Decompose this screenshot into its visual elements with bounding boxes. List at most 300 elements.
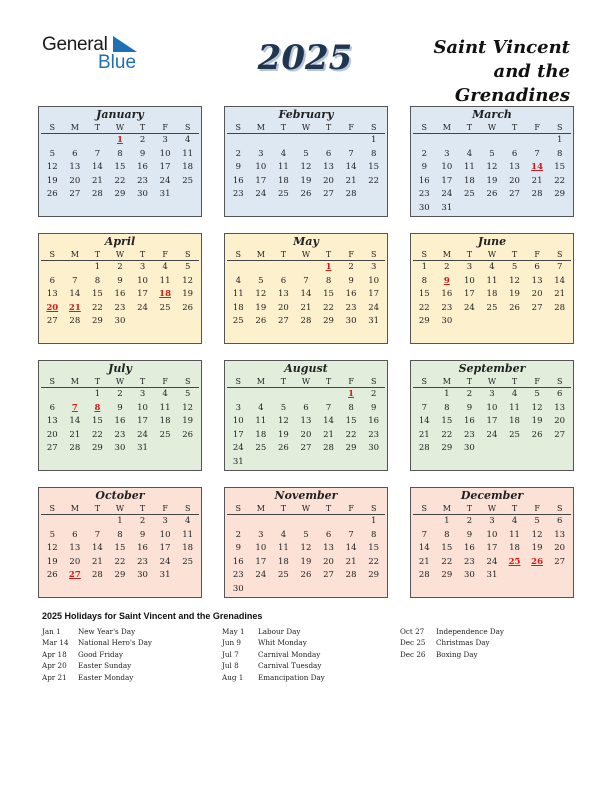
empty-cell xyxy=(227,134,250,148)
day-cell: 2 xyxy=(370,389,377,399)
weekday-header: T xyxy=(325,250,332,259)
holiday-date: May 1 xyxy=(222,627,245,636)
day-cell: 7 xyxy=(348,529,354,540)
weekday-header: T xyxy=(511,377,518,386)
day-cell: 23 xyxy=(137,556,148,567)
empty-cell xyxy=(64,388,87,402)
empty-cell xyxy=(481,134,504,148)
day-cell: 13 xyxy=(69,543,81,554)
day-cell: 12 xyxy=(255,289,267,300)
day-cell: 25 xyxy=(182,175,194,186)
day-cell: 28 xyxy=(345,570,357,581)
day-cell: 11 xyxy=(182,148,194,159)
weekday-header: W xyxy=(487,250,497,259)
logo-triangle-icon xyxy=(113,36,137,52)
weekday-header: T xyxy=(139,377,146,386)
weekday-header: F xyxy=(534,250,540,259)
day-cell: 19 xyxy=(46,175,58,186)
week-row xyxy=(41,442,199,456)
day-cell: 5 xyxy=(303,148,309,159)
week-row xyxy=(413,415,571,429)
logo-word-blue: Blue xyxy=(98,52,137,73)
day-cell: 10 xyxy=(159,529,171,540)
month-title: October xyxy=(95,489,145,502)
holidays-column xyxy=(42,626,152,683)
day-cell: 17 xyxy=(232,429,244,440)
day-cell: 22 xyxy=(368,175,380,186)
day-cell: 21 xyxy=(531,175,543,186)
week-row xyxy=(227,402,385,416)
holiday-date: Mar 14 xyxy=(42,638,69,648)
day-cell: 11 xyxy=(486,275,498,286)
day-cell: 2 xyxy=(466,516,473,526)
week-row xyxy=(413,529,571,543)
week-row xyxy=(41,148,199,162)
weekday-header: W xyxy=(115,504,125,513)
empty-cell xyxy=(41,388,64,402)
empty-cell xyxy=(64,261,87,275)
empty-cell xyxy=(503,569,526,583)
empty-cell xyxy=(272,456,295,470)
week-row xyxy=(413,188,571,202)
holiday-item xyxy=(42,626,152,637)
week-row xyxy=(41,302,199,316)
day-cell: 6 xyxy=(49,402,55,413)
day-cell: 25 xyxy=(159,429,171,440)
week-row xyxy=(413,288,571,302)
day-cell: 14 xyxy=(531,162,544,173)
holidays-column xyxy=(222,626,325,683)
day-cell: 13 xyxy=(69,162,81,173)
weekday-header: S xyxy=(556,123,563,132)
month-grid xyxy=(413,503,571,583)
day-cell: 4 xyxy=(466,148,473,159)
day-cell: 10 xyxy=(463,275,475,286)
day-cell: 12 xyxy=(531,402,543,413)
day-cell: 13 xyxy=(277,289,289,300)
week-row xyxy=(227,188,385,202)
week-row xyxy=(41,415,199,429)
holiday-name: Christmas Day xyxy=(436,638,490,648)
day-cell: 14 xyxy=(418,543,430,554)
country-title xyxy=(400,36,570,108)
empty-cell xyxy=(250,261,273,275)
day-cell: 19 xyxy=(531,543,543,554)
month-title: July xyxy=(108,362,132,375)
day-cell: 6 xyxy=(511,148,518,159)
day-cell: 25 xyxy=(277,570,289,581)
day-cell: 7 xyxy=(94,148,101,159)
day-cell: 6 xyxy=(280,275,287,286)
day-cell: 27 xyxy=(46,443,58,454)
day-cell: 26 xyxy=(182,302,194,313)
empty-cell xyxy=(526,315,549,329)
day-cell: 7 xyxy=(325,402,332,413)
week-row xyxy=(41,288,199,302)
day-cell: 11 xyxy=(277,543,289,554)
holiday-name: Independence Day xyxy=(436,627,504,636)
day-cell: 30 xyxy=(137,189,148,200)
month-grid xyxy=(413,249,571,329)
day-cell: 28 xyxy=(91,570,103,581)
weekday-header: S xyxy=(184,377,191,386)
empty-cell xyxy=(317,388,340,402)
day-cell: 15 xyxy=(368,543,380,554)
empty-cell xyxy=(295,515,318,529)
day-cell: 13 xyxy=(554,529,566,540)
empty-cell xyxy=(548,315,571,329)
week-row xyxy=(41,134,199,148)
weekday-header: T xyxy=(139,123,146,132)
day-cell: 21 xyxy=(418,556,430,567)
day-cell: 9 xyxy=(235,162,241,173)
day-cell: 24 xyxy=(441,189,453,200)
day-cell: 6 xyxy=(303,402,309,413)
weekday-header: T xyxy=(139,250,146,259)
weekday-header: T xyxy=(325,377,332,386)
week-row xyxy=(227,261,385,275)
week-row xyxy=(41,429,199,443)
week-row xyxy=(413,402,571,416)
month-title: September xyxy=(458,362,526,375)
day-cell: 5 xyxy=(258,275,264,286)
holiday-date: Apr 20 xyxy=(42,661,67,671)
day-cell: 17 xyxy=(137,289,148,300)
day-cell: 21 xyxy=(68,302,81,313)
day-cell: 21 xyxy=(554,289,566,300)
week-row xyxy=(413,261,571,275)
weekday-header: W xyxy=(301,504,311,513)
empty-cell xyxy=(458,202,481,216)
day-cell: 26 xyxy=(277,443,289,454)
day-cell: 20 xyxy=(46,429,58,440)
empty-cell xyxy=(340,583,363,597)
month-grid xyxy=(227,503,385,597)
day-cell: 24 xyxy=(255,189,267,200)
day-cell: 11 xyxy=(463,162,475,173)
holiday-name: Carnival Tuesday xyxy=(258,661,322,671)
day-cell: 8 xyxy=(117,529,123,540)
day-cell: 5 xyxy=(49,148,55,159)
day-cell: 4 xyxy=(258,402,264,413)
day-cell: 22 xyxy=(368,556,380,567)
day-cell: 2 xyxy=(139,516,146,526)
weekday-header: F xyxy=(534,123,540,132)
holiday-name: Boxing Day xyxy=(436,649,478,659)
day-cell: 20 xyxy=(69,556,81,567)
holiday-item xyxy=(222,649,325,660)
day-cell: 8 xyxy=(556,148,563,159)
empty-cell xyxy=(64,515,87,529)
weekday-header: W xyxy=(487,123,497,132)
day-cell: 2 xyxy=(235,529,241,540)
week-row xyxy=(413,388,571,402)
day-cell: 29 xyxy=(441,443,453,454)
empty-cell xyxy=(362,583,385,597)
empty-cell xyxy=(548,442,571,456)
day-cell: 12 xyxy=(182,402,194,413)
day-cell: 30 xyxy=(232,583,244,594)
weekday-header: F xyxy=(348,250,354,259)
month-april xyxy=(38,233,202,344)
day-cell: 21 xyxy=(323,429,334,440)
day-cell: 21 xyxy=(418,429,430,440)
holiday-item xyxy=(400,626,504,637)
day-cell: 3 xyxy=(258,529,264,540)
day-cell: 15 xyxy=(441,416,453,427)
day-cell: 16 xyxy=(463,416,475,427)
day-cell: 28 xyxy=(69,316,81,327)
week-row xyxy=(227,134,385,148)
day-cell: 5 xyxy=(303,529,309,540)
day-cell: 12 xyxy=(300,543,312,554)
day-cell: 12 xyxy=(46,543,58,554)
holiday-date: Apr 18 xyxy=(42,649,67,659)
day-cell: 16 xyxy=(137,162,148,173)
holiday-name: National Hero's Day xyxy=(78,638,152,648)
day-cell: 3 xyxy=(489,389,495,399)
day-cell: 11 xyxy=(509,529,520,540)
holiday-name: Easter Monday xyxy=(78,672,134,682)
weekday-header: T xyxy=(325,504,332,513)
day-cell: 23 xyxy=(114,429,126,440)
day-cell: 20 xyxy=(531,289,543,300)
weekday-header: M xyxy=(442,377,451,386)
weekday-header: S xyxy=(556,250,563,259)
month-grid xyxy=(413,376,571,456)
day-cell: 3 xyxy=(139,262,146,272)
day-cell: 19 xyxy=(277,429,289,440)
weekday-header: M xyxy=(442,123,451,132)
day-cell: 21 xyxy=(91,556,103,567)
day-cell: 6 xyxy=(325,529,332,540)
weekday-header: T xyxy=(139,504,146,513)
week-row xyxy=(413,569,571,583)
day-cell: 6 xyxy=(72,529,78,540)
weekday-header: S xyxy=(235,123,242,132)
day-cell: 12 xyxy=(182,275,194,286)
day-cell: 18 xyxy=(277,175,289,186)
day-cell: 7 xyxy=(534,148,540,159)
holiday-date: Dec 26 xyxy=(400,649,426,659)
weekday-header: F xyxy=(534,377,540,386)
week-row xyxy=(41,161,199,175)
empty-cell xyxy=(317,134,340,148)
day-cell: 22 xyxy=(441,556,453,567)
day-cell: 7 xyxy=(556,262,563,272)
day-cell: 15 xyxy=(114,543,126,554)
empty-cell xyxy=(176,442,199,456)
holidays-title: 2025 Holidays for Saint Vincent and the Grenadines xyxy=(42,611,263,621)
weekday-header: F xyxy=(348,504,354,513)
weekday-header: T xyxy=(280,123,287,132)
day-cell: 20 xyxy=(554,416,566,427)
week-row xyxy=(413,542,571,556)
day-cell: 23 xyxy=(463,429,475,440)
day-cell: 20 xyxy=(323,175,334,186)
weekday-header: T xyxy=(511,504,518,513)
day-cell: 29 xyxy=(418,316,430,327)
holiday-date: Aug 1 xyxy=(222,672,244,682)
month-january xyxy=(38,106,202,217)
day-cell: 6 xyxy=(49,275,55,286)
empty-cell xyxy=(272,515,295,529)
empty-cell xyxy=(481,202,504,216)
day-cell: 6 xyxy=(325,148,332,159)
day-cell: 1 xyxy=(370,135,377,145)
day-cell: 31 xyxy=(137,443,148,454)
weekday-header: W xyxy=(115,123,125,132)
week-row xyxy=(413,175,571,189)
day-cell: 24 xyxy=(486,556,498,567)
day-cell: 13 xyxy=(323,543,334,554)
day-cell: 29 xyxy=(91,443,103,454)
day-cell: 21 xyxy=(300,302,312,313)
empty-cell xyxy=(413,388,436,402)
day-cell: 8 xyxy=(348,402,354,413)
day-cell: 25 xyxy=(277,189,289,200)
week-row xyxy=(41,542,199,556)
day-cell: 29 xyxy=(114,570,126,581)
weekday-header: T xyxy=(94,377,101,386)
day-cell: 16 xyxy=(368,416,380,427)
day-cell: 21 xyxy=(345,175,357,186)
day-cell: 19 xyxy=(255,302,267,313)
day-cell: 10 xyxy=(232,416,244,427)
week-row xyxy=(227,583,385,597)
day-cell: 9 xyxy=(443,275,450,286)
day-cell: 8 xyxy=(421,275,427,286)
day-cell: 27 xyxy=(554,429,566,440)
weekday-header: S xyxy=(421,504,428,513)
month-title: January xyxy=(96,108,144,121)
day-cell: 8 xyxy=(94,402,101,413)
day-cell: 23 xyxy=(232,189,244,200)
holiday-date: Dec 25 xyxy=(400,638,426,648)
day-cell: 20 xyxy=(323,556,334,567)
weekday-header: F xyxy=(162,123,168,132)
weekday-header: T xyxy=(466,123,473,132)
day-cell: 6 xyxy=(556,389,563,399)
empty-cell xyxy=(458,315,481,329)
week-row xyxy=(41,569,199,583)
day-cell: 9 xyxy=(117,402,123,413)
day-cell: 1 xyxy=(348,389,355,399)
weekday-header: S xyxy=(370,377,377,386)
month-grid xyxy=(41,249,199,329)
day-cell: 28 xyxy=(554,302,566,313)
weekday-header: F xyxy=(348,123,354,132)
month-grid xyxy=(227,376,385,470)
week-row xyxy=(227,315,385,329)
day-cell: 12 xyxy=(486,162,498,173)
empty-cell xyxy=(413,515,436,529)
day-cell: 15 xyxy=(418,289,430,300)
day-cell: 28 xyxy=(300,316,312,327)
week-row xyxy=(413,161,571,175)
day-cell: 27 xyxy=(277,316,289,327)
holiday-item xyxy=(42,660,152,671)
week-row xyxy=(413,275,571,289)
country-line: Saint Vincent xyxy=(433,37,570,58)
day-cell: 3 xyxy=(162,135,168,145)
day-cell: 26 xyxy=(300,189,312,200)
day-cell: 24 xyxy=(159,175,171,186)
day-cell: 8 xyxy=(370,529,377,540)
month-october xyxy=(38,487,202,598)
empty-cell xyxy=(503,315,526,329)
empty-cell xyxy=(131,315,154,329)
day-cell: 26 xyxy=(509,302,520,313)
day-cell: 4 xyxy=(162,389,168,399)
day-cell: 24 xyxy=(232,443,244,454)
week-row xyxy=(227,302,385,316)
day-cell: 4 xyxy=(162,262,168,272)
month-title: March xyxy=(472,108,512,121)
weekday-header: M xyxy=(442,250,451,259)
empty-cell xyxy=(295,261,318,275)
day-cell: 31 xyxy=(232,456,244,467)
day-cell: 10 xyxy=(255,543,267,554)
empty-cell xyxy=(41,261,64,275)
day-cell: 18 xyxy=(159,289,172,300)
holiday-date: Apr 21 xyxy=(42,672,67,682)
weekday-header: M xyxy=(256,504,265,513)
day-cell: 22 xyxy=(114,556,126,567)
holiday-date: Jul 8 xyxy=(222,661,239,671)
day-cell: 14 xyxy=(418,416,430,427)
day-cell: 5 xyxy=(49,529,55,540)
day-cell: 15 xyxy=(368,162,380,173)
day-cell: 5 xyxy=(511,262,518,272)
day-cell: 16 xyxy=(114,289,126,300)
empty-cell xyxy=(317,515,340,529)
day-cell: 29 xyxy=(91,316,103,327)
day-cell: 13 xyxy=(531,275,543,286)
weekday-header: S xyxy=(184,123,191,132)
day-cell: 12 xyxy=(531,529,543,540)
day-cell: 26 xyxy=(531,556,544,567)
day-cell: 11 xyxy=(232,289,244,300)
month-title: April xyxy=(104,235,136,248)
day-cell: 8 xyxy=(117,148,123,159)
weekday-header: T xyxy=(280,504,287,513)
weekday-header: M xyxy=(70,377,79,386)
day-cell: 16 xyxy=(232,175,244,186)
empty-cell xyxy=(272,388,295,402)
week-row xyxy=(41,188,199,202)
day-cell: 29 xyxy=(554,189,566,200)
weekday-header: F xyxy=(162,377,168,386)
day-cell: 3 xyxy=(444,148,450,159)
week-row xyxy=(227,542,385,556)
month-grid xyxy=(413,122,571,216)
day-cell: 9 xyxy=(370,402,377,413)
day-cell: 16 xyxy=(137,543,148,554)
day-cell: 4 xyxy=(280,148,287,159)
holiday-name: Easter Sunday xyxy=(78,661,132,671)
day-cell: 5 xyxy=(489,148,495,159)
day-cell: 1 xyxy=(444,389,450,399)
country-line: Grenadines xyxy=(454,85,570,106)
day-cell: 5 xyxy=(184,262,191,272)
day-cell: 22 xyxy=(114,175,126,186)
day-cell: 30 xyxy=(137,570,148,581)
day-cell: 20 xyxy=(46,302,59,313)
day-cell: 30 xyxy=(463,570,475,581)
day-cell: 6 xyxy=(72,148,78,159)
holiday-item xyxy=(222,637,325,648)
